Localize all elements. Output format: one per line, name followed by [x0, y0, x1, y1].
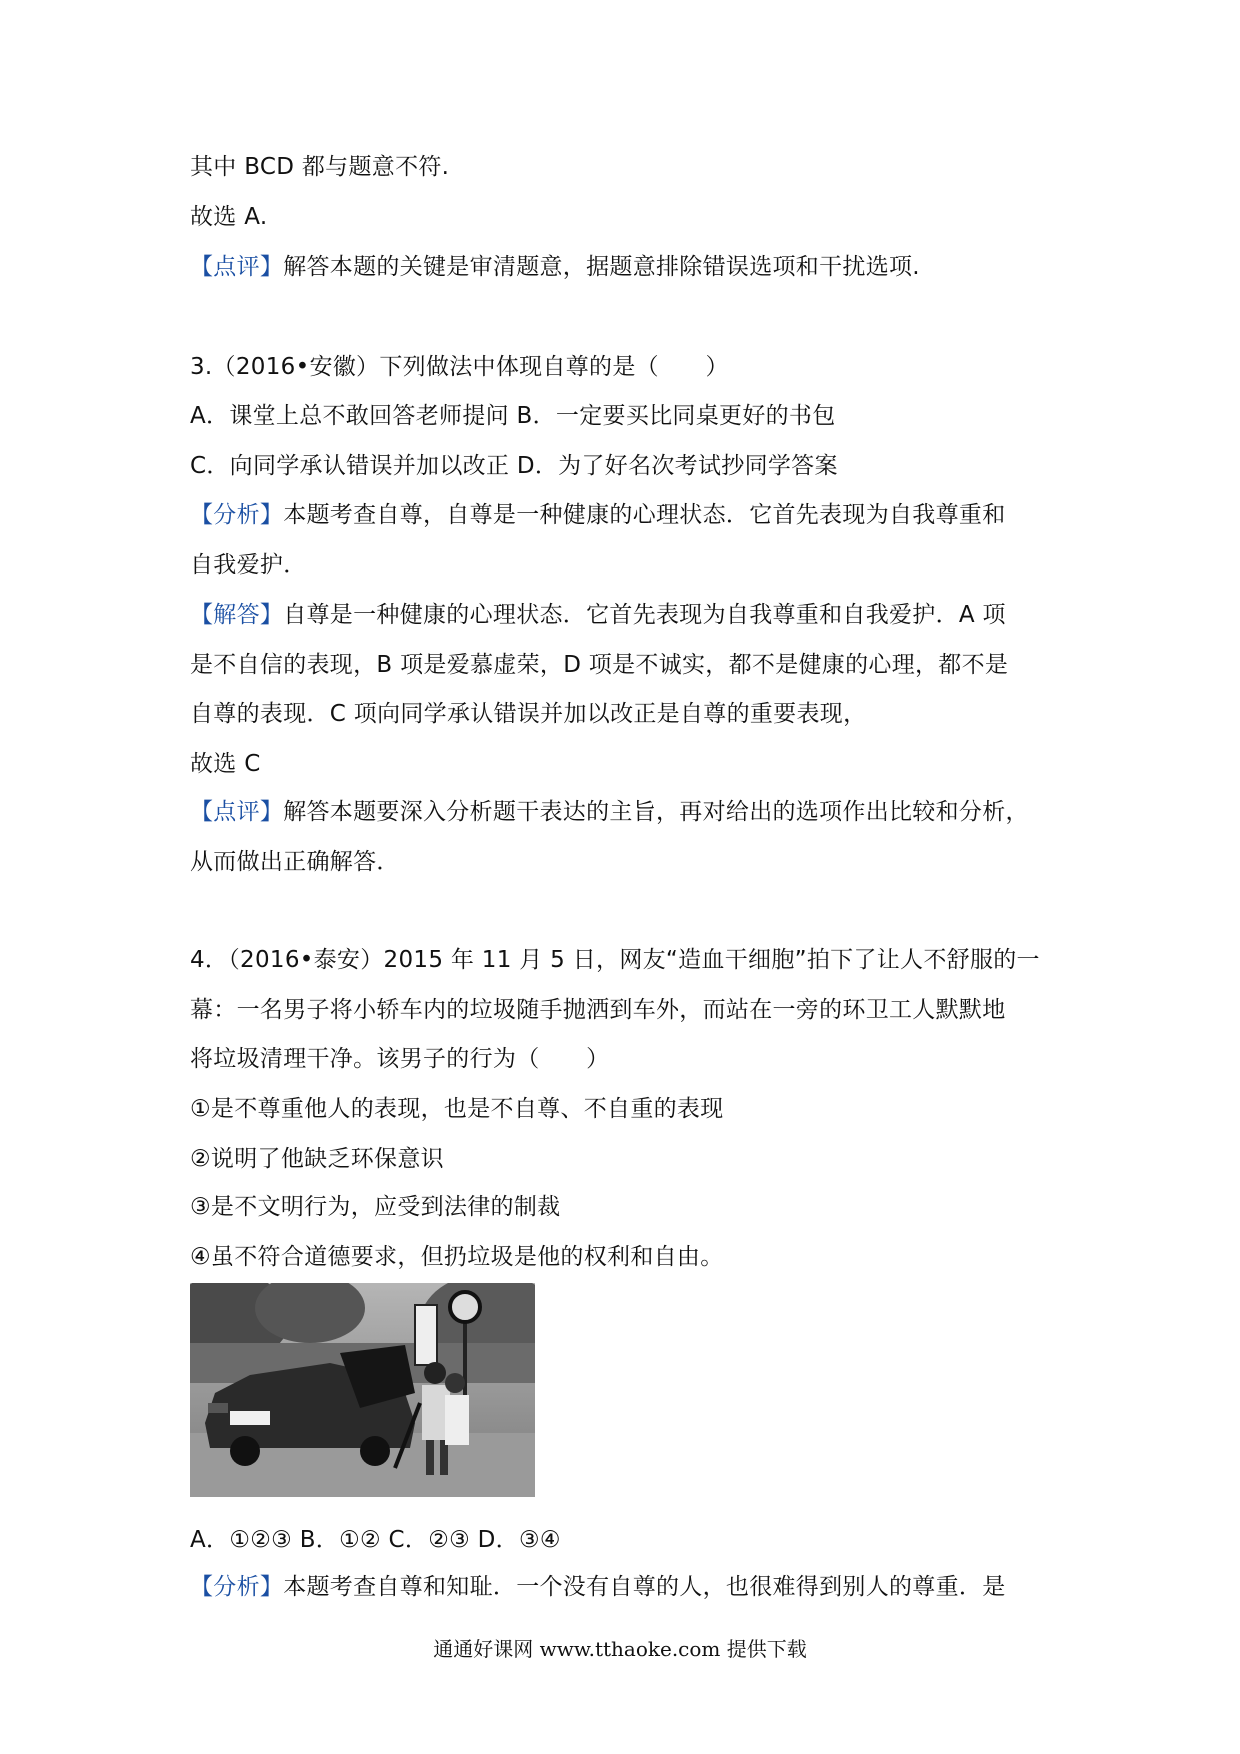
question-4-stem: 幕：一名男子将小轿车内的垃圾随手抛洒到车外，而站在一旁的环卫工人默默地: [190, 997, 1006, 1023]
news-photo: [190, 1283, 535, 1497]
analysis-tag: 【分析】: [190, 502, 284, 528]
review-paragraph: [190, 797, 1029, 827]
answer-text: 是不自信的表现，B 项是爱慕虚荣，D 项是不诚实，都不是健康的心理，都不是: [190, 652, 1009, 678]
answer-text: 自尊的表现．C 项向同学承认错误并加以改正是自尊的重要表现，: [190, 701, 867, 727]
answer-paragraph: [190, 600, 1006, 630]
review-tag: 【点评】: [190, 799, 284, 825]
answer-text: 自尊是一种健康的心理状态．它首先表现为自我尊重和自我爱护．A 项: [283, 602, 1006, 628]
question-4-item: ①是不尊重他人的表现，也是不自尊、不自重的表现: [190, 1096, 724, 1122]
question-3-options-cd: C．向同学承认错误并加以改正 D．为了好名次考试抄同学答案: [190, 453, 838, 479]
question-4-item: ③是不文明行为，应受到法律的制裁: [190, 1194, 561, 1220]
analysis-paragraph: [190, 500, 1006, 530]
text-line: 故选 A.: [190, 204, 268, 230]
review-text: 解答本题的关键是审清题意，据题意排除错误选项和干扰选项.: [283, 254, 920, 280]
page-footer: 通通好课网 www.tthaoke.com 提供下载: [433, 1637, 807, 1661]
analysis-text: 本题考查自尊，自尊是一种健康的心理状态．它首先表现为自我尊重和: [283, 502, 1006, 528]
question-4-stem: 将垃圾清理干净。该男子的行为（ ）: [190, 1046, 610, 1072]
photo-illustration: [190, 1283, 535, 1497]
review-paragraph: [190, 252, 920, 282]
answer-tag: 【解答】: [190, 602, 284, 628]
review-text: 从而做出正确解答．: [190, 849, 400, 875]
analysis-text: 本题考查自尊和知耻．一个没有自尊的人，也很难得到别人的尊重．是: [283, 1574, 1006, 1600]
question-4-item: ④虽不符合道德要求，但扔垃圾是他的权利和自由。: [190, 1244, 724, 1270]
review-tag: 【点评】: [190, 254, 284, 280]
analysis-paragraph: [190, 1572, 1006, 1602]
answer-choice: 故选 C: [190, 751, 261, 777]
review-text: 解答本题要深入分析题干表达的主旨，再对给出的选项作出比较和分析，: [283, 799, 1029, 825]
question-3-options-ab: A．课堂上总不敢回答老师提问 B．一定要买比同桌更好的书包: [190, 403, 836, 429]
question-4-stem: 4．（2016•泰安）2015 年 11 月 5 日，网友“造血干细胞”拍下了让人不舒服的一: [190, 947, 1040, 973]
question-4-options: A．①②③ B．①② C．②③ D．③④: [190, 1527, 561, 1553]
text-line: 其中 BCD 都与题意不符.: [190, 154, 450, 180]
question-3-stem: 3.（2016•安徽）下列做法中体现自尊的是（ ）: [190, 354, 729, 380]
analysis-tag: 【分析】: [190, 1574, 284, 1600]
analysis-text: 自我爱护．: [190, 552, 307, 578]
question-4-item: ②说明了他缺乏环保意识: [190, 1146, 444, 1172]
